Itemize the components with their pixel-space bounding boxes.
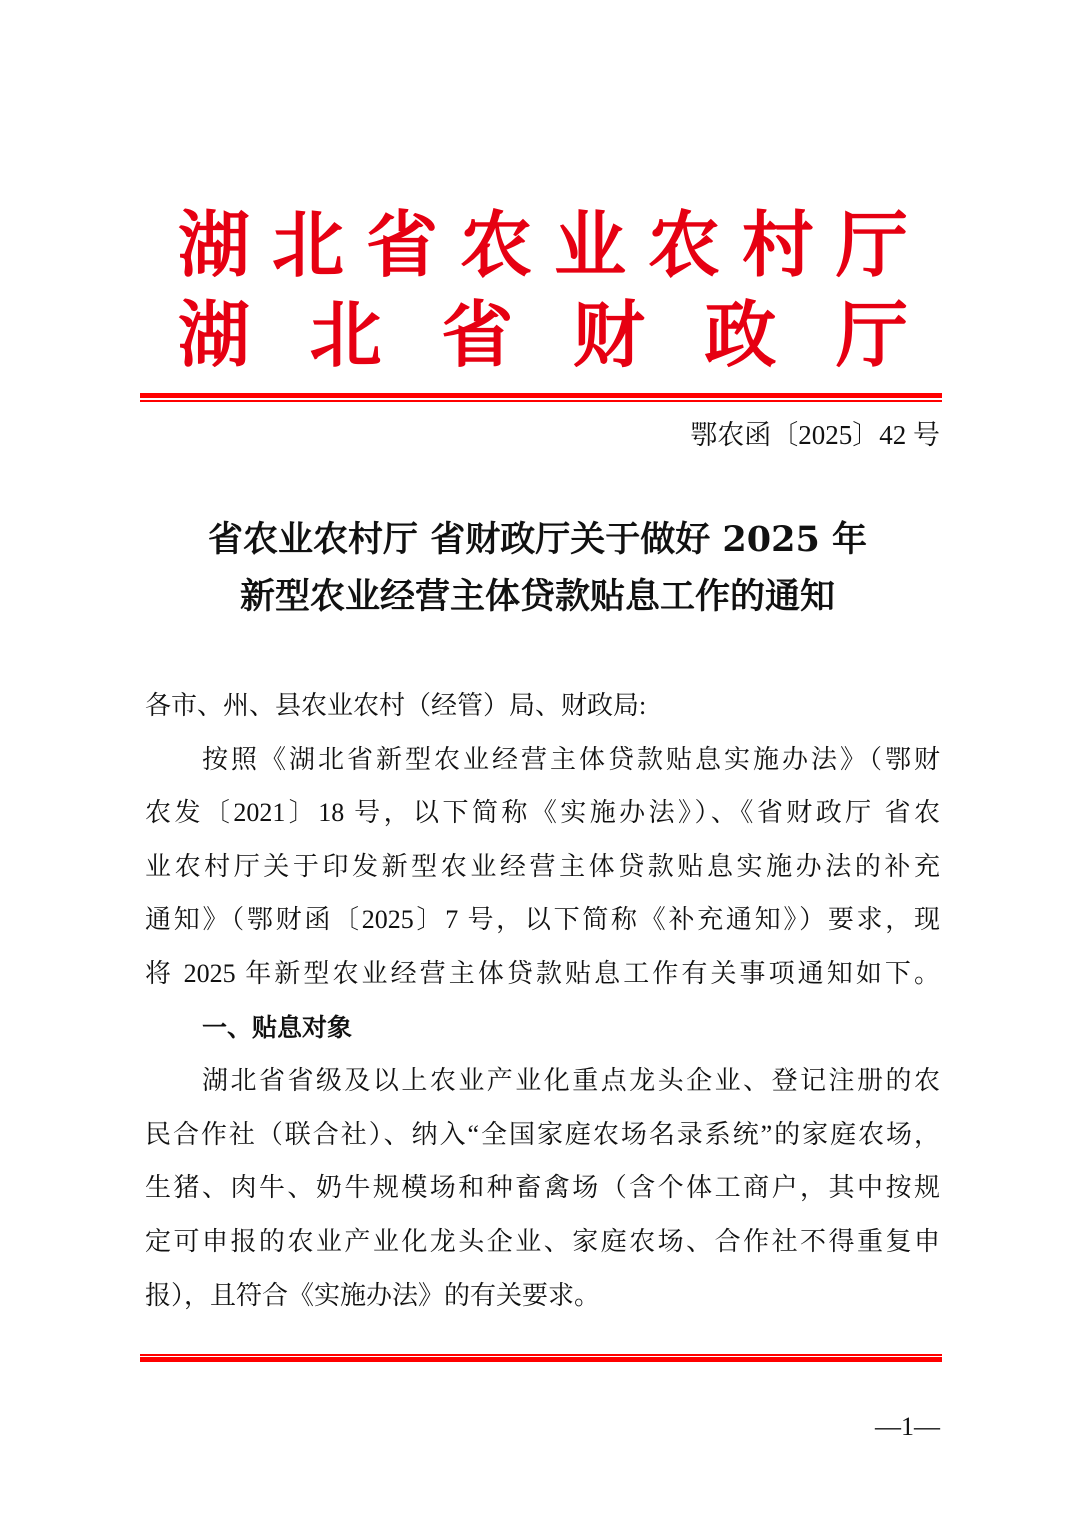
- document-title-line2: 新型农业经营主体贷款贴息工作的通知: [239, 576, 835, 617]
- section-heading: 一、贴息对象: [202, 1012, 353, 1042]
- footer-rule-thick: [140, 1357, 942, 1362]
- body-line: 生猪、肉牛、奶牛规模场和种畜禽场（含个体工商户，其中按规: [145, 1173, 940, 1203]
- issuer-char: 农: [459, 202, 532, 287]
- page-number: —1—: [875, 1412, 940, 1441]
- issuer-char: 财: [572, 292, 645, 377]
- body-line: 民合作社（联合社）、纳入“全国家庭农场名录系统”的家庭农场，: [145, 1119, 940, 1149]
- body-line: 报），且符合《实施办法》的有关要求。: [145, 1280, 601, 1310]
- issuer-char: 湖: [178, 292, 251, 377]
- issuer-char: 业: [553, 202, 626, 287]
- issuer-char: 厅: [835, 292, 908, 377]
- document-number: 鄂农函〔2025〕42 号: [690, 420, 940, 450]
- issuer-char: 厅: [835, 202, 908, 287]
- body-line: 农发〔2021〕18 号，以下简称《实施办法》）、《省财政厅 省农: [145, 798, 940, 828]
- issuer-char: 村: [741, 202, 814, 287]
- issuer-char: 省: [365, 202, 438, 287]
- issuer-name-finance: [178, 292, 908, 377]
- document-title-line1: 省农业农村厅 省财政厅关于做好 2025 年: [208, 519, 867, 560]
- issuer-char: 政: [704, 292, 777, 377]
- body-line: 定可申报的农业产业化龙头企业、家庭农场、合作社不得重复申: [145, 1226, 940, 1256]
- issuer-char: 农: [647, 202, 720, 287]
- issuer-name-agriculture: [178, 202, 908, 287]
- body-line: 将 2025 年新型农业经营主体贷款贴息工作有关事项通知如下。: [145, 958, 940, 988]
- issuer-char: 省: [441, 292, 514, 377]
- body-line: 湖北省省级及以上农业产业化重点龙头企业、登记注册的农: [202, 1066, 940, 1096]
- header-rule-thick: [140, 393, 942, 398]
- footer-rule-thin: [140, 1354, 942, 1356]
- document-body: [145, 679, 940, 1322]
- body-line: 业农村厅关于印发新型农业经营主体贷款贴息实施办法的补充: [145, 851, 940, 881]
- body-line: 按照《湖北省新型农业经营主体贷款贴息实施办法》（鄂财: [202, 744, 940, 774]
- issuer-char: 北: [271, 202, 344, 287]
- body-line: 通知》（鄂财函〔2025〕7 号，以下简称《补充通知》）要求，现: [145, 905, 940, 935]
- issuer-char: 湖: [178, 202, 251, 287]
- salutation: 各市、州、县农业农村（经管）局、财政局:: [145, 691, 647, 720]
- issuer-char: 北: [309, 292, 382, 377]
- header-rule-thin: [140, 400, 942, 402]
